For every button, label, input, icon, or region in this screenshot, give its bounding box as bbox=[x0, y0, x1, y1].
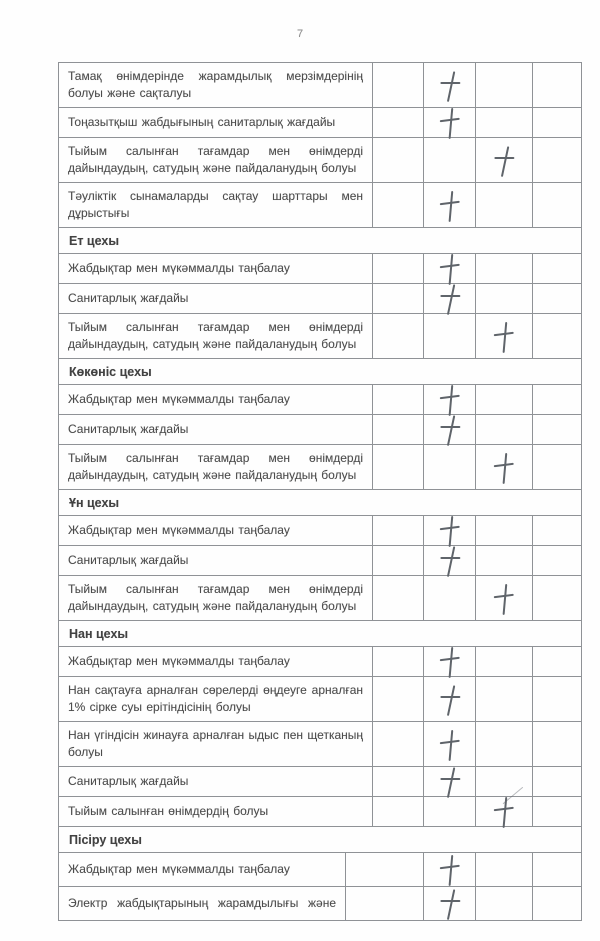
check-cell bbox=[476, 254, 533, 284]
criterion-row bbox=[59, 385, 582, 415]
criterion-text: Жабдықтар мен мүкәммалды таңбалау bbox=[59, 853, 346, 887]
section-title: Көкөніс цехы bbox=[59, 359, 582, 385]
check-cell bbox=[424, 385, 476, 415]
check-cell bbox=[476, 108, 533, 138]
check-cell bbox=[533, 183, 582, 228]
handwritten-plus-mark bbox=[439, 258, 460, 283]
criterion-text: Нан үгіндісін жинауға арналған ыдыс пен щетканың болуы bbox=[59, 722, 373, 767]
handwritten-plus-mark bbox=[439, 419, 461, 444]
handwritten-plus-mark bbox=[388, 388, 408, 412]
check-cell bbox=[424, 853, 476, 887]
handwritten-plus-mark bbox=[439, 520, 460, 545]
criterion-row bbox=[59, 576, 582, 621]
handwritten-plus-mark bbox=[388, 418, 408, 442]
check-cell bbox=[533, 138, 582, 183]
handwritten-plus-mark bbox=[439, 288, 461, 313]
page-number: 7 bbox=[296, 28, 304, 40]
check-cell bbox=[533, 677, 582, 722]
check-cell bbox=[476, 284, 533, 314]
handwritten-plus-mark bbox=[439, 689, 461, 714]
handwritten-plus-mark bbox=[439, 389, 460, 414]
handwritten-plus-mark bbox=[440, 800, 460, 824]
check-cell bbox=[424, 647, 476, 677]
handwritten-plus-mark bbox=[440, 148, 460, 172]
check-cell bbox=[533, 516, 582, 546]
handwritten-plus-mark bbox=[493, 457, 514, 482]
check-cell bbox=[476, 546, 533, 576]
handwritten-plus-mark bbox=[388, 800, 408, 824]
handwritten-plus-mark bbox=[439, 859, 460, 884]
handwritten-plus-mark bbox=[547, 418, 567, 442]
section-header-row bbox=[59, 621, 582, 647]
check-cell bbox=[373, 254, 424, 284]
handwritten-plus-mark bbox=[547, 586, 567, 610]
criterion-row bbox=[59, 138, 582, 183]
handwritten-plus-mark bbox=[375, 892, 395, 916]
criterion-row bbox=[59, 108, 582, 138]
check-cell bbox=[373, 647, 424, 677]
handwritten-plus-mark bbox=[547, 892, 567, 916]
check-cell bbox=[424, 138, 476, 183]
handwritten-plus-mark bbox=[388, 519, 408, 543]
check-cell bbox=[533, 853, 582, 887]
handwritten-plus-mark bbox=[547, 549, 567, 573]
check-cell bbox=[533, 767, 582, 797]
handwritten-plus-mark bbox=[439, 771, 461, 796]
criterion-text: Санитарлық жағдайы bbox=[59, 767, 373, 797]
handwritten-plus-mark bbox=[388, 193, 408, 217]
check-cell bbox=[533, 415, 582, 445]
criterion-text: Тоңазытқыш жабдығының санитарлық жағдайы bbox=[59, 108, 373, 138]
handwritten-plus-mark bbox=[547, 193, 567, 217]
handwritten-plus-mark bbox=[494, 418, 514, 442]
handwritten-plus-mark bbox=[493, 801, 514, 826]
criterion-text: Жабдықтар мен мүкәммалды таңбалау bbox=[59, 385, 373, 415]
check-cell bbox=[373, 445, 424, 490]
handwritten-plus-mark bbox=[547, 687, 567, 711]
handwritten-plus-mark bbox=[388, 73, 408, 97]
check-cell bbox=[424, 516, 476, 546]
check-cell bbox=[373, 722, 424, 767]
handwritten-plus-mark bbox=[493, 588, 514, 613]
section-title: Ұн цехы bbox=[59, 490, 582, 516]
handwritten-plus-mark bbox=[439, 893, 461, 918]
criterion-row bbox=[59, 415, 582, 445]
check-cell bbox=[373, 138, 424, 183]
check-cell bbox=[533, 722, 582, 767]
handwritten-plus-mark bbox=[494, 770, 514, 794]
handwritten-plus-mark bbox=[439, 734, 460, 759]
handwritten-plus-mark bbox=[494, 287, 514, 311]
criterion-row bbox=[59, 445, 582, 490]
section-header-row bbox=[59, 359, 582, 385]
criterion-text: Тыйым салынған өнімдердің болуы bbox=[59, 797, 373, 827]
handwritten-plus-mark bbox=[388, 148, 408, 172]
criterion-row bbox=[59, 887, 582, 921]
section-header-row bbox=[59, 228, 582, 254]
check-cell bbox=[373, 767, 424, 797]
check-cell bbox=[476, 63, 533, 108]
check-cell bbox=[476, 767, 533, 797]
criterion-row bbox=[59, 853, 582, 887]
handwritten-plus-mark bbox=[388, 687, 408, 711]
criterion-text: Санитарлық жағдайы bbox=[59, 546, 373, 576]
criterion-text: Тыйым салынған тағамдар мен өнімдерді дайындаудың, сатудың және пайдаланудың болуы bbox=[59, 138, 373, 183]
check-cell bbox=[424, 797, 476, 827]
check-cell bbox=[373, 284, 424, 314]
handwritten-plus-mark bbox=[440, 324, 460, 348]
handwritten-plus-mark bbox=[547, 650, 567, 674]
handwritten-plus-mark bbox=[547, 148, 567, 172]
handwritten-plus-mark bbox=[547, 770, 567, 794]
check-cell bbox=[533, 797, 582, 827]
handwritten-plus-mark bbox=[440, 586, 460, 610]
check-cell bbox=[373, 415, 424, 445]
check-cell bbox=[424, 284, 476, 314]
handwritten-plus-mark bbox=[494, 519, 514, 543]
check-cell bbox=[533, 63, 582, 108]
check-cell bbox=[424, 677, 476, 722]
handwritten-plus-mark bbox=[547, 111, 567, 135]
handwritten-plus-mark bbox=[439, 550, 461, 575]
criterion-text: Электр жабдықтарының жарамдылығы және bbox=[59, 887, 346, 921]
criterion-text: Санитарлық жағдайы bbox=[59, 284, 373, 314]
handwritten-plus-mark bbox=[493, 326, 514, 351]
check-cell bbox=[476, 677, 533, 722]
handwritten-plus-mark bbox=[494, 732, 514, 756]
check-cell bbox=[476, 576, 533, 621]
check-cell bbox=[373, 576, 424, 621]
check-cell bbox=[346, 887, 424, 921]
criterion-row bbox=[59, 722, 582, 767]
check-cell bbox=[373, 546, 424, 576]
check-cell bbox=[476, 722, 533, 767]
handwritten-plus-mark bbox=[494, 111, 514, 135]
check-cell bbox=[476, 853, 533, 887]
criterion-text: Тыйым салынған тағамдар мен өнімдерді дайындаудың, сатудың және пайдаланудың болуы bbox=[59, 314, 373, 359]
criterion-text: Тыйым салынған тағамдар мен өнімдерді дайындаудың, сатудың және пайдаланудың болуы bbox=[59, 576, 373, 621]
handwritten-plus-mark bbox=[439, 112, 460, 137]
check-cell bbox=[533, 385, 582, 415]
section-title: Ет цехы bbox=[59, 228, 582, 254]
handwritten-plus-mark bbox=[547, 388, 567, 412]
check-cell bbox=[476, 415, 533, 445]
check-cell bbox=[424, 415, 476, 445]
criterion-text: Санитарлық жағдайы bbox=[59, 415, 373, 445]
criterion-row bbox=[59, 767, 582, 797]
handwritten-plus-mark bbox=[493, 150, 515, 175]
handwritten-plus-mark bbox=[547, 732, 567, 756]
check-cell bbox=[424, 546, 476, 576]
check-cell bbox=[476, 385, 533, 415]
check-cell bbox=[424, 767, 476, 797]
check-cell bbox=[476, 183, 533, 228]
check-cell bbox=[373, 797, 424, 827]
handwritten-plus-mark bbox=[388, 770, 408, 794]
handwritten-plus-mark bbox=[494, 687, 514, 711]
criterion-row bbox=[59, 546, 582, 576]
check-cell bbox=[533, 314, 582, 359]
check-cell bbox=[373, 108, 424, 138]
handwritten-plus-mark bbox=[494, 388, 514, 412]
criterion-row bbox=[59, 254, 582, 284]
handwritten-plus-mark bbox=[547, 858, 567, 882]
handwritten-plus-mark bbox=[494, 858, 514, 882]
check-cell bbox=[373, 385, 424, 415]
handwritten-plus-mark bbox=[494, 73, 514, 97]
check-cell bbox=[373, 183, 424, 228]
section-header-row bbox=[59, 827, 582, 853]
handwritten-plus-mark bbox=[494, 650, 514, 674]
check-cell bbox=[424, 445, 476, 490]
check-cell bbox=[424, 183, 476, 228]
handwritten-plus-mark bbox=[439, 75, 461, 100]
handwritten-plus-mark bbox=[388, 732, 408, 756]
check-cell bbox=[373, 677, 424, 722]
check-cell bbox=[373, 314, 424, 359]
criterion-row bbox=[59, 314, 582, 359]
check-cell bbox=[533, 576, 582, 621]
handwritten-plus-mark bbox=[547, 324, 567, 348]
criterion-text: Тәуліктік сынамаларды сақтау шарттары мен дұрыстығы bbox=[59, 183, 373, 228]
check-cell bbox=[373, 516, 424, 546]
handwritten-plus-mark bbox=[494, 892, 514, 916]
check-cell bbox=[533, 284, 582, 314]
check-cell bbox=[476, 647, 533, 677]
handwritten-plus-mark bbox=[375, 858, 395, 882]
check-cell bbox=[424, 314, 476, 359]
check-cell bbox=[424, 887, 476, 921]
handwritten-plus-mark bbox=[494, 549, 514, 573]
criterion-row bbox=[59, 183, 582, 228]
handwritten-plus-mark bbox=[547, 73, 567, 97]
check-cell bbox=[476, 887, 533, 921]
handwritten-plus-mark bbox=[440, 455, 460, 479]
handwritten-plus-mark bbox=[547, 287, 567, 311]
check-cell bbox=[424, 108, 476, 138]
handwritten-plus-mark bbox=[439, 651, 460, 676]
section-header-row bbox=[59, 490, 582, 516]
check-cell bbox=[346, 853, 424, 887]
handwritten-plus-mark bbox=[547, 800, 567, 824]
criterion-row bbox=[59, 63, 582, 108]
criterion-row bbox=[59, 797, 582, 827]
criterion-row bbox=[59, 677, 582, 722]
handwritten-plus-mark bbox=[547, 257, 567, 281]
check-cell bbox=[533, 647, 582, 677]
handwritten-plus-mark bbox=[388, 549, 408, 573]
handwritten-plus-mark bbox=[494, 257, 514, 281]
handwritten-plus-mark bbox=[388, 586, 408, 610]
check-cell bbox=[476, 445, 533, 490]
criterion-text: Нан сақтауға арналған сөрелерді өңдеуге арналған 1% сірке суы ерітіндісінің болуы bbox=[59, 677, 373, 722]
handwritten-plus-mark bbox=[547, 455, 567, 479]
check-cell bbox=[424, 722, 476, 767]
criterion-row bbox=[59, 284, 582, 314]
criterion-text: Жабдықтар мен мүкәммалды таңбалау bbox=[59, 254, 373, 284]
check-cell bbox=[424, 576, 476, 621]
check-cell bbox=[476, 314, 533, 359]
check-cell bbox=[373, 63, 424, 108]
check-cell bbox=[533, 887, 582, 921]
check-cell bbox=[533, 546, 582, 576]
check-cell bbox=[424, 254, 476, 284]
check-cell bbox=[533, 445, 582, 490]
check-cell bbox=[424, 63, 476, 108]
section-title: Нан цехы bbox=[59, 621, 582, 647]
criterion-text: Жабдықтар мен мүкәммалды таңбалау bbox=[59, 647, 373, 677]
handwritten-plus-mark bbox=[494, 193, 514, 217]
criterion-row bbox=[59, 647, 582, 677]
handwritten-plus-mark bbox=[388, 650, 408, 674]
handwritten-plus-mark bbox=[439, 195, 460, 220]
criterion-text: Жабдықтар мен мүкәммалды таңбалау bbox=[59, 516, 373, 546]
criterion-text: Тамақ өнімдерінде жарамдылық мерзімдерінің болуы және сақталуы bbox=[59, 63, 373, 108]
check-cell bbox=[533, 108, 582, 138]
check-cell bbox=[476, 516, 533, 546]
criterion-row bbox=[59, 516, 582, 546]
check-cell bbox=[533, 254, 582, 284]
criterion-text: Тыйым салынған тағамдар мен өнімдерді дайындаудың, сатудың және пайдаланудың болуы bbox=[59, 445, 373, 490]
handwritten-plus-mark bbox=[388, 257, 408, 281]
handwritten-plus-mark bbox=[388, 111, 408, 135]
section-title: Пісіру цехы bbox=[59, 827, 582, 853]
handwritten-plus-mark bbox=[388, 455, 408, 479]
handwritten-plus-mark bbox=[388, 324, 408, 348]
check-cell bbox=[476, 138, 533, 183]
inspection-checklist-table bbox=[58, 62, 582, 921]
handwritten-plus-mark bbox=[547, 519, 567, 543]
handwritten-plus-mark bbox=[388, 287, 408, 311]
